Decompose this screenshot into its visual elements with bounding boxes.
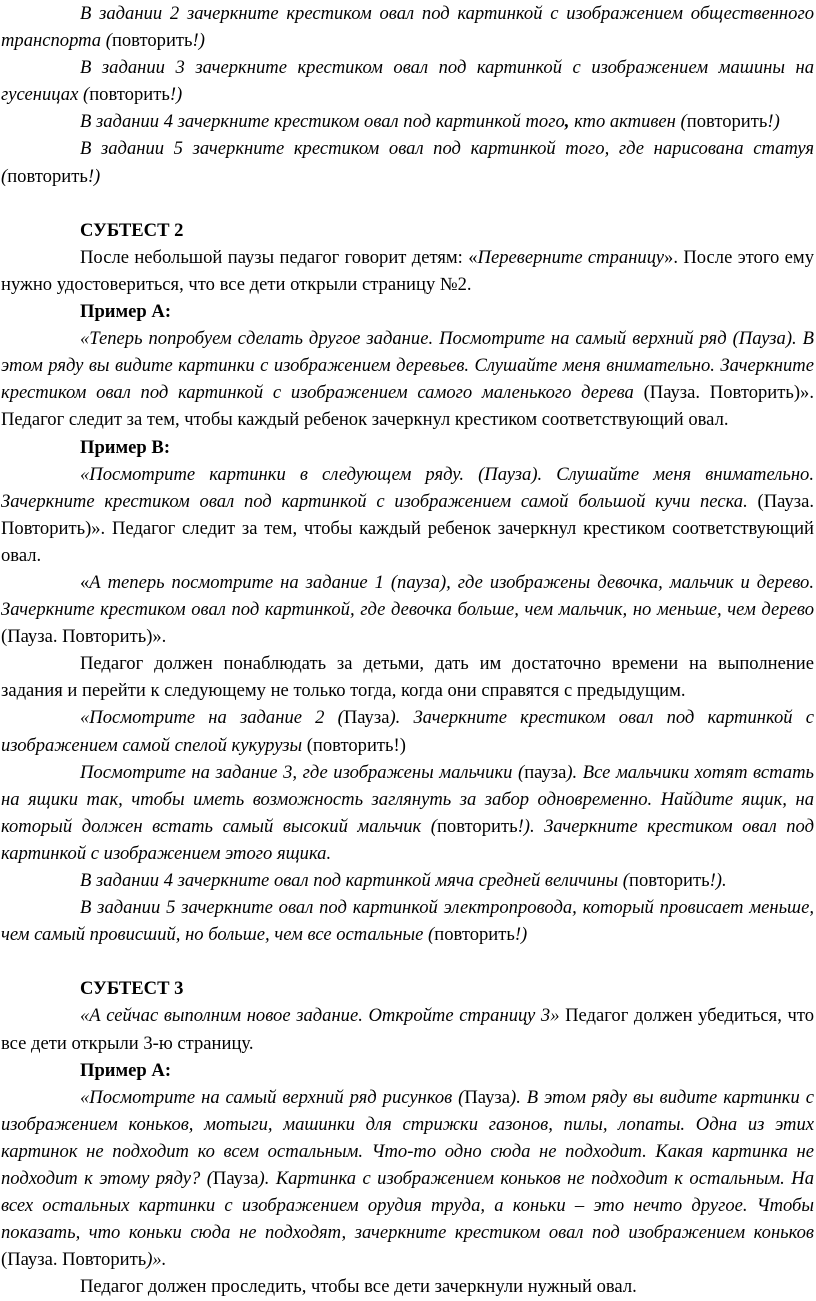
text: !)	[169, 84, 183, 106]
text: В задании 4 зачеркните овал под картинкой мяча средней величины (	[80, 870, 629, 891]
paragraph	[1, 325, 814, 433]
text: В задании 3 зачеркните крестиком овал под картинкой с изображением машины на гусеницах (	[1, 57, 814, 106]
text: В задании 5 зачеркните крестиком овал под картинкой того, где нарисована статуя (	[1, 138, 814, 187]
example-label: Пример А:	[80, 1059, 172, 1081]
text: Переверните страницу	[477, 246, 665, 268]
text: Педагог должен убедиться, что все дети открыли 3-ю страницу.	[1, 1005, 814, 1054]
text: В задании 2 зачеркните крестиком овал под картинкой с изображением общественного транспорта (	[1, 3, 814, 52]
text: (Пауза. Повторить)». Педагог следит за тем, чтобы каждый ребенок зачеркнул крестиком соответствующий овал.	[1, 382, 814, 431]
paragraph: Педагог должен понаблюдать за детьми, дать им достаточно времени на выполнение задания и перейти к следующему не только тогда, когда они справятся с предыдущим.	[1, 653, 814, 702]
example-label: Пример В:	[80, 436, 171, 458]
text: !). Зачеркните крестиком овал под картинкой с изображением этого ящика.	[1, 815, 815, 864]
text: !)	[767, 111, 780, 133]
text: ). Зачеркните крестиком овал под картинкой с изображением самой спелой кукурузы	[1, 707, 814, 756]
text: ). Картинка с изображением коньков не подходит к остальным. На всех остальных картинки с изображением орудия труда, а коньки – это нечто другое. Чтобы показать, что коньки сюда не подходят, зачеркните крестиком овал под изображением коньков	[1, 1168, 814, 1244]
text: Посмотрите на задание 3, где изображены мальчики (	[80, 761, 525, 783]
paragraph	[1, 54, 814, 108]
text: После небольшой паузы педагог говорит детям: «	[80, 246, 478, 268]
example-label: Пример А:	[80, 301, 172, 323]
paragraph	[1, 759, 814, 867]
text: повторить	[7, 165, 88, 187]
text: «Посмотрите на задание 2 (	[80, 707, 344, 729]
paragraph	[1, 244, 814, 298]
text: ). Все мальчики хотят встать на ящики так, чтобы иметь возможность заглянуть за забор одновременно. Найдите ящик, на который должен встать самый высокий мальчик (	[1, 761, 814, 837]
paragraph	[1, 704, 814, 758]
text: повторить	[629, 870, 710, 891]
text: !).	[709, 870, 727, 891]
text: «Теперь попробуем сделать другое задание. Посмотрите на самый верхний ряд (Пауза). В этом ряду вы видите картинки с изображением деревьев. Слушайте меня внимательно. Зачеркните крестиком овал под картинкой с изображением самого маленького дерева	[1, 328, 814, 404]
text: повторить	[436, 815, 518, 837]
paragraph	[1, 894, 814, 948]
text: !)	[514, 924, 528, 946]
spacer	[1, 190, 814, 217]
text: ). В этом ряду вы видите картинки с изображением коньков, мотыги, машинки для стрижки газонов, пилы, лопаты. Одна из этих картинок не подходит ко всем остальным. Что-то одно сюда не подходит. Какая картинка не подходит к этому ряду? (	[1, 1086, 814, 1190]
paragraph	[1, 569, 814, 650]
paragraph: В задании 4 зачеркните крестиком овал под картинкой того, кто активен (повторить!)	[80, 111, 780, 133]
text: В задании 5 зачеркните овал под картинкой электропровода, который провисает меньше, чем самый провисший, но больше, чем все остальные (	[1, 897, 814, 946]
text: (Пауза. Повторить	[1, 1249, 147, 1271]
text: А теперь посмотрите на задание 1 (пауза), где изображены девочка, мальчик и дерево. Зачеркните крестиком овал под картинкой, где девочка больше, чем мальчик, но меньше, чем дерево	[1, 571, 814, 621]
section-heading: СУБТЕСТ 3	[80, 978, 184, 1000]
text: повторить	[434, 924, 515, 946]
text: Пауза	[343, 707, 390, 729]
text: «Посмотрите картинки в следующем ряду. (Пауза). Слушайте меня внимательно. Зачеркните крестиком овал под картинкой с изображением самой большой кучи песка.	[1, 463, 814, 512]
spacer	[1, 948, 814, 975]
paragraph	[1, 461, 814, 569]
text: повторить	[89, 84, 170, 106]
text: (повторить!)	[302, 734, 406, 756]
text: !)	[87, 165, 101, 187]
text: пауза	[524, 761, 567, 783]
text: )».	[146, 1249, 167, 1271]
text: «А сейчас выполним новое задание. Откройте страницу 3»	[80, 1005, 560, 1027]
text: кто активен (	[574, 111, 687, 133]
text: повторить	[686, 111, 768, 133]
text: «Посмотрите на самый верхний ряд рисунков (	[80, 1086, 465, 1108]
text: ». После этого ему нужно удостовериться, что все дети открыли страницу №2.	[1, 246, 814, 295]
paragraph: Педагог должен проследить, чтобы все дети зачеркнули нужный овал.	[80, 1276, 637, 1298]
text: «	[80, 571, 90, 593]
paragraph	[1, 867, 814, 894]
text: В задании 4 зачеркните крестиком овал под картинкой того	[80, 111, 565, 133]
text: (Пауза. Повторить)».	[1, 626, 167, 648]
paragraph	[1, 0, 814, 54]
paragraph	[1, 1002, 814, 1056]
text: повторить	[111, 30, 193, 52]
paragraph	[1, 135, 814, 189]
section-heading: СУБТЕСТ 2	[80, 219, 184, 241]
text: Пауза	[212, 1168, 259, 1190]
text: !)	[192, 30, 205, 52]
text: Пауза	[464, 1086, 510, 1108]
paragraph	[1, 1084, 814, 1274]
text: (Пауза. Повторить)». Педагог следит за тем, чтобы каждый ребенок зачеркнул крестиком соответствующий овал.	[1, 490, 814, 566]
